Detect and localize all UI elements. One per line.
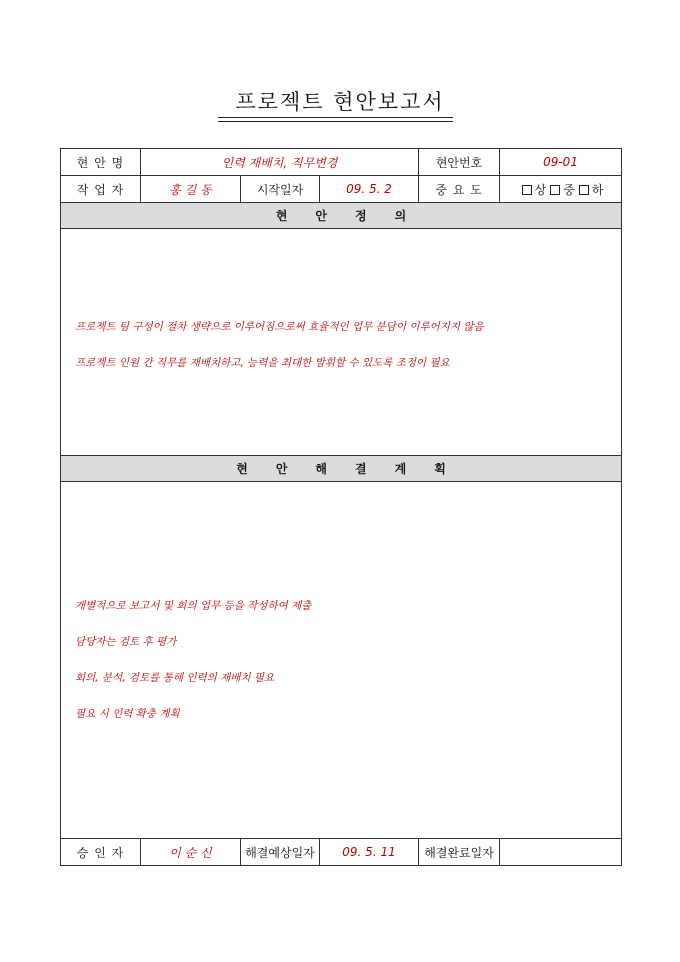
plan-heading-row <box>61 456 622 482</box>
issue-no-value: 09-01 <box>500 149 622 176</box>
issue-name-value: 인력 재배치, 직무변경 <box>141 149 419 176</box>
expected-date-label: 해결예상일자 <box>241 839 320 866</box>
author-value: 홍 길 동 <box>141 176 241 203</box>
issue-report-form <box>60 148 622 866</box>
definition-body <box>61 229 622 456</box>
plan-heading <box>61 456 622 482</box>
importance-low-label: 하 <box>591 182 604 197</box>
definition-heading-char: 정 <box>355 209 367 223</box>
definition-line: 프로젝트 팀 구성이 절차 생략으로 이루어짐으로써 효율적인 업무 분담이 이루어지지 않음 <box>75 321 484 333</box>
title-underline-bottom <box>218 121 453 122</box>
completed-date-value <box>500 839 622 866</box>
importance-medium-label: 중 <box>563 182 575 197</box>
plan-heading-char: 안 <box>275 462 288 476</box>
author-label: 작 업 자 <box>61 176 141 203</box>
plan-heading-char: 해 <box>315 462 327 476</box>
approver-value: 이 순 신 <box>141 839 241 866</box>
importance-low-checkbox[interactable] <box>579 185 589 195</box>
definition-line: 프로젝트 인원 간 직무를 재배치하고, 능력을 최대한 발휘할 수 있도록 조정이 필요 <box>75 357 450 369</box>
plan-heading-char: 현 <box>236 462 248 476</box>
author-row <box>61 176 622 203</box>
importance-options <box>500 176 622 203</box>
issue-no-label: 현안번호 <box>419 149 500 176</box>
definition-heading <box>61 203 622 229</box>
plan-heading-char: 결 <box>355 462 367 476</box>
definition-heading-char: 안 <box>315 209 327 223</box>
plan-line: 회의, 분석, 검토를 통해 인력의 재배치 필요 <box>75 672 275 684</box>
title-underline-top <box>218 117 453 118</box>
approver-label: 승 인 자 <box>61 839 141 866</box>
definition-heading-row <box>61 203 622 229</box>
start-date-label: 시작일자 <box>241 176 320 203</box>
importance-label: 중 요 도 <box>419 176 500 203</box>
plan-heading-char: 획 <box>434 462 446 476</box>
definition-heading-char: 현 <box>275 209 288 223</box>
completed-date-label: 해결완료일자 <box>419 839 500 866</box>
issue-name-row <box>61 149 622 176</box>
approval-row <box>61 839 622 866</box>
start-date-value: 09. 5. 2 <box>320 176 419 203</box>
plan-body-row <box>61 482 622 839</box>
importance-medium-checkbox[interactable] <box>550 185 560 195</box>
plan-line: 개별적으로 보고서 및 회의 업무 등을 작성하여 제출 <box>75 600 312 612</box>
expected-date-value: 09. 5. 11 <box>320 839 419 866</box>
importance-high-label: 상 <box>534 182 547 197</box>
document-title: 프로젝트 현안보고서 <box>235 90 445 114</box>
definition-heading-char: 의 <box>394 209 407 223</box>
importance-high-checkbox[interactable] <box>522 185 532 195</box>
plan-heading-char: 계 <box>394 462 407 476</box>
plan-line: 필요 시 인력 확충 계획 <box>75 708 180 720</box>
plan-line: 담당자는 검토 후 평가 <box>75 636 177 648</box>
plan-body <box>61 482 622 839</box>
issue-name-label: 현 안 명 <box>61 149 141 176</box>
definition-body-row <box>61 229 622 456</box>
